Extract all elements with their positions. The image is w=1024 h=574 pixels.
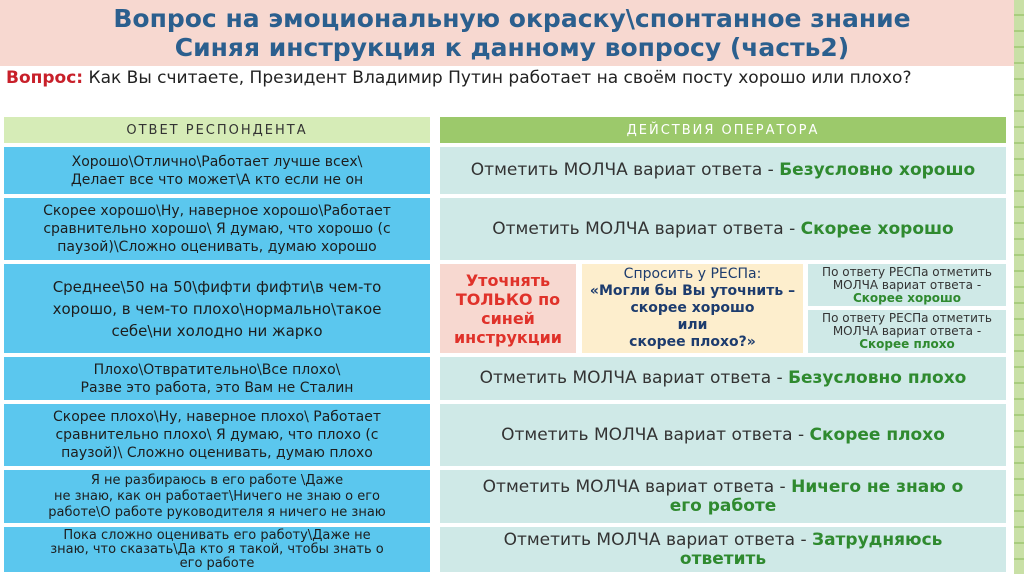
action-cell-2 xyxy=(440,198,1006,260)
action-value: Затрудняюсь ответить xyxy=(679,529,943,569)
ask-label: Спросить у РЕСПа: xyxy=(623,266,762,282)
ask-question-line: «Могли бы Вы уточнить – xyxy=(589,283,796,299)
answer-line: сравнительно плохо\ Я думаю, что плохо (с xyxy=(55,427,379,443)
option-value: Скорее хорошо xyxy=(852,290,962,305)
action-value: Безусловно плохо xyxy=(788,368,967,388)
option-prefix-line: МОЛЧА вариат ответа - xyxy=(832,277,982,292)
slide-header xyxy=(0,0,1024,66)
answer-cell-7 xyxy=(4,527,430,572)
clarify-line: синей xyxy=(481,308,535,328)
answer-cell-4 xyxy=(4,357,430,400)
action-prefix: Отметить МОЛЧА вариат ответа - xyxy=(479,368,789,388)
answer-line: Плохо\Отвратительно\Все плохо\ xyxy=(93,361,341,378)
action-value: Безусловно хорошо xyxy=(779,160,976,180)
question-label: Вопрос: xyxy=(6,68,84,88)
answer-cell-2 xyxy=(4,198,430,260)
question-text: Как Вы считаете, Президент Владимир Путин работает на своём посту хорошо или плохо? xyxy=(83,68,912,88)
answer-line: сравнительно хорошо\ Я думаю, что хорошо (с xyxy=(43,221,391,237)
answer-line: Скорее хорошо\Ну, наверное хорошо\Работает xyxy=(43,203,391,219)
decorative-strip xyxy=(1014,0,1024,574)
answer-line: знаю, что сказать\Да кто я такой, чтобы знать о xyxy=(50,541,384,557)
action-prefix: Отметить МОЛЧА вариат ответа - xyxy=(503,529,812,550)
answer-cell-5 xyxy=(4,404,430,466)
answer-line: Среднее\50 на 50\фифти фифти\в чем-то xyxy=(52,277,382,296)
ask-question-line: или xyxy=(677,317,708,333)
answer-line: не знаю, как он работает\Ничего не знаю о его xyxy=(53,488,381,504)
answer-line: хорошо, в чем-то плохо\нормально\такое xyxy=(52,299,382,318)
slide-title-line1: Вопрос на эмоциональную окраску\спонтанное знание xyxy=(113,4,911,33)
option-bad xyxy=(808,310,1006,353)
clarify-line: ТОЛЬКО по xyxy=(455,289,561,309)
question xyxy=(6,68,1006,89)
slide-title-line2: Синяя инструкция к данному вопросу (часть2) xyxy=(174,33,850,62)
answer-line: его работе xyxy=(179,555,255,571)
option-prefix-line: МОЛЧА вариат ответа - xyxy=(832,324,982,338)
column-header-respondent: ОТВЕТ РЕСПОНДЕНТА xyxy=(4,117,430,143)
answer-line: работе\О работе руководителя я ничего не знаю xyxy=(48,504,386,520)
action-cell-4 xyxy=(440,357,1006,400)
answer-cell-1 xyxy=(4,147,430,194)
option-value: Скорее плохо xyxy=(859,337,955,351)
answer-line: Хорошо\Отлично\Работает лучше всех\ xyxy=(71,153,363,170)
action-value: Скорее плохо xyxy=(809,424,945,445)
action-prefix: Отметить МОЛЧА вариат ответа - xyxy=(501,424,810,445)
answer-line: себе\ни холодно ни жарко xyxy=(111,321,323,340)
answer-cell-6 xyxy=(4,470,430,523)
option-prefix-line: По ответу РЕСПа отметить xyxy=(822,264,992,279)
answer-line: Разве это работа, это Вам не Сталин xyxy=(80,379,354,396)
action-value: Скорее хорошо xyxy=(800,218,954,239)
clarify-instruction xyxy=(440,264,576,353)
clarify-line: инструкции xyxy=(453,327,563,347)
action-cell-5 xyxy=(440,404,1006,466)
action-prefix: Отметить МОЛЧА вариат ответа - xyxy=(470,160,780,180)
answer-line: паузой)\Сложно оценивать, думаю хорошо xyxy=(57,239,377,255)
ask-respondent xyxy=(582,264,803,353)
option-good xyxy=(808,264,1006,306)
answer-line: Скорее плохо\Ну, наверное плохо\ Работает xyxy=(53,409,381,425)
ask-question-line: скорее плохо?» xyxy=(629,334,756,350)
answer-line: Делает все что может\А кто если не он xyxy=(70,171,364,188)
action-prefix: Отметить МОЛЧА вариат ответа - xyxy=(492,218,801,239)
answer-line: паузой)\ Сложно оценивать, думаю плохо xyxy=(61,445,373,461)
action-cell-6 xyxy=(440,470,1006,523)
answer-cell-3 xyxy=(4,264,430,353)
action-value: Ничего не знаю о его работе xyxy=(669,476,964,516)
clarify-line: Уточнять xyxy=(465,270,551,290)
action-cell-7 xyxy=(440,527,1006,572)
column-header-operator: ДЕЙСТВИЯ ОПЕРАТОРА xyxy=(440,117,1006,143)
answer-line: Я не разбираюсь в его работе \Даже xyxy=(90,472,344,488)
answer-line: Пока сложно оценивать его работу\Даже не xyxy=(63,527,371,543)
action-prefix: Отметить МОЛЧА вариат ответа - xyxy=(482,476,792,497)
ask-question-line: скорее хорошо xyxy=(630,300,755,316)
option-prefix-line: По ответу РЕСПа отметить xyxy=(822,311,992,325)
action-cell-1 xyxy=(440,147,1006,194)
